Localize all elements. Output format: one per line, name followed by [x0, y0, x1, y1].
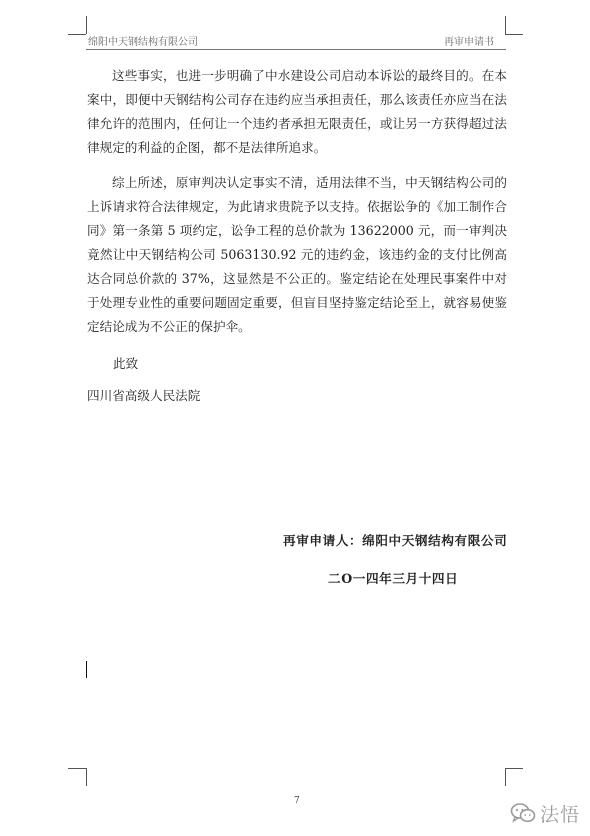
crop-mark-top-right-v [505, 16, 506, 34]
crop-mark-bottom-left-v [86, 768, 87, 786]
closing-addressee: 四川省高级人民法院 [87, 388, 201, 403]
page-number: 7 [294, 796, 300, 806]
crop-mark-bottom-right-v [505, 768, 506, 786]
crop-mark-top-right-h [505, 34, 523, 35]
text-cursor[interactable] [86, 661, 87, 678]
header-company: 绵阳中天钢结构有限公司 [88, 37, 198, 48]
applicant-signature: 再审申请人：绵阳中天钢结构有限公司 [283, 533, 508, 548]
header-doc-type: 再审申请书 [444, 37, 494, 48]
body-paragraph-2: 综上所述，原审判决认定事实不清，适用法律不当，中天钢结构公司的上诉请求符合法律规定，为此请求贵院予以支持。依据讼争的《加工制作合同》第一条第 5 项约定，讼争工程的总价款为 13622000 元，而一审判决竟然让中天钢结构公司 5063130.92 元的违约金，该违约金的支付比例高达合同总价款的 37%，这显然是不公正的。鉴定结论在处理民事案件中对于处理专业性的重要问题固定重要，但盲目坚持鉴定结论至上，就容易使鉴定结论成为不公正的保护伞。 [87, 175, 507, 334]
crop-mark-bottom-right-h [505, 768, 523, 769]
body-paragraph-1: 这些事实，也进一步明确了中水建设公司启动本诉讼的最终目的。在本案中，即便中天钢结构公司存在违约应当承担责任，那么该责任亦应当在法律允许的范围内，任何让一个违约者承担无限责任，或让另一方获得超过法律规定的利益的企图，都不是法律所追求。 [87, 68, 507, 155]
closing-salutation: 此致 [113, 356, 139, 371]
header-rule [86, 49, 506, 50]
watermark-text: 法悟 [540, 803, 581, 826]
crop-mark-top-left-h [68, 34, 86, 35]
signature-date: 二O一四年三月十四日 [328, 571, 459, 586]
wechat-icon [510, 801, 536, 825]
watermark [510, 798, 580, 828]
crop-mark-top-left-v [86, 16, 87, 34]
crop-mark-bottom-left-h [68, 768, 86, 769]
